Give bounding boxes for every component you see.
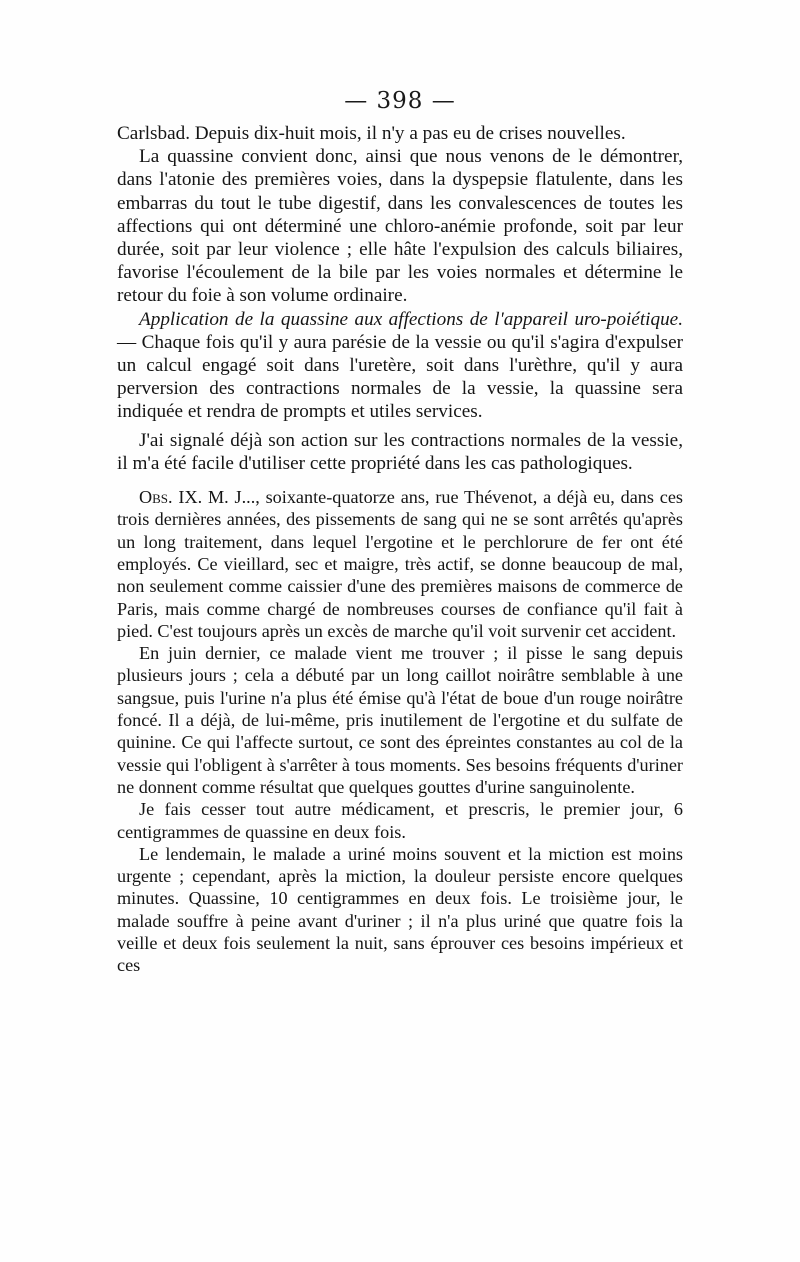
spacer xyxy=(117,475,683,486)
paragraph-contractions: J'ai signalé déjà son action sur les contractions normales de la vessie, il m'a été facile d'utiliser cette propriété dans les cas pathologiques. xyxy=(117,429,683,474)
section-text: — Chaque fois qu'il y aura parésie de la vessie ou qu'il s'agira d'expulser un calcul engagé soit dans l'uretère, soit dans l'urèthre, qu'il y aura perversion des contractions normales de la vessie, la quassine sera indiquée et rendra de prompts et utiles services. xyxy=(117,331,683,423)
observation-block xyxy=(117,486,683,977)
paragraph-prescription: Je fais cesser tout autre médicament, et prescris, le premier jour, 6 centigrammes de quassine en deux fois. xyxy=(117,799,683,842)
paragraph-juin: En juin dernier, ce malade vient me trouver ; il pisse le sang depuis plusieurs jours ; cela a débuté par un long caillot noirâtre semblable à une sangsue, puis l'urine n'a plus été émise qu'à l'état de boue d'un rouge noirâtre foncé. Il a déjà, de lui-même, pris inutilement de l'ergotine et du sulfate de quinine. Ce qui l'affecte surtout, ce sont des épreintes constantes au col de la vessie qui l'obligent à s'arrêter à tous moments. Ses besoins fréquents d'uriner ne donnent comme résultat que quelques gouttes d'urine sanguinolente. xyxy=(117,643,683,797)
page-body xyxy=(117,122,683,977)
section-title: Application de la quassine aux affections de l'appareil uro-poiétique. xyxy=(139,308,683,330)
observation-ix xyxy=(117,486,683,642)
section-uro-poietique xyxy=(117,308,683,424)
paragraph-lendemain: Le lendemain, le malade a uriné moins souvent et la miction est moins urgente ; cependant, après la miction, la douleur persiste encore quelques minutes. Quassine, 10 centigrammes en deux fois. Le troisième jour, le malade souffre à peine avant d'uriner ; il n'a plus uriné que quatre fois la veille et deux fois seulement la nuit, sans éprouver ces besoins impérieux et ces xyxy=(117,843,683,976)
page-number: — 398 — xyxy=(344,88,456,114)
observation-text: M. J..., soixante-quatorze ans, rue Thévenot, a déjà eu, dans ces trois dernières années, des pissements de sang qui ne se sont arrêtés qu'après un long traitement, dans lequel l'ergotine et le perchlorure de fer ont été employés. Ce vieillard, sec et maigre, très actif, se donne beaucoup de mal, non seulement comme caissier d'une des premières maisons de commerce de Paris, mais comme chargé de nombreuses courses de confiance qu'il fait à pied. C'est toujours après un excès de marche qu'il voit survenir cet accident. xyxy=(117,487,684,641)
observation-label: Obs. IX. xyxy=(139,487,203,508)
paragraph-quassine-summary: La quassine convient donc, ainsi que nous venons de le démontrer, dans l'atonie des premières voies, dans la dyspepsie flatulente, dans les embarras du tout le tube digestif, dans les convalescences de toutes les affections qui ont déterminé une chloro-anémie profonde, soit par leur durée, soit par leur violence ; elle hâte l'expulsion des calculs biliaires, favorise l'écoulement de la bile par les voies normales et détermine le retour du foie à son volume ordinaire. xyxy=(117,146,683,307)
paragraph-carlsbad: Carlsbad. Depuis dix-huit mois, il n'y a pas eu de crises nouvelles. xyxy=(117,123,626,144)
